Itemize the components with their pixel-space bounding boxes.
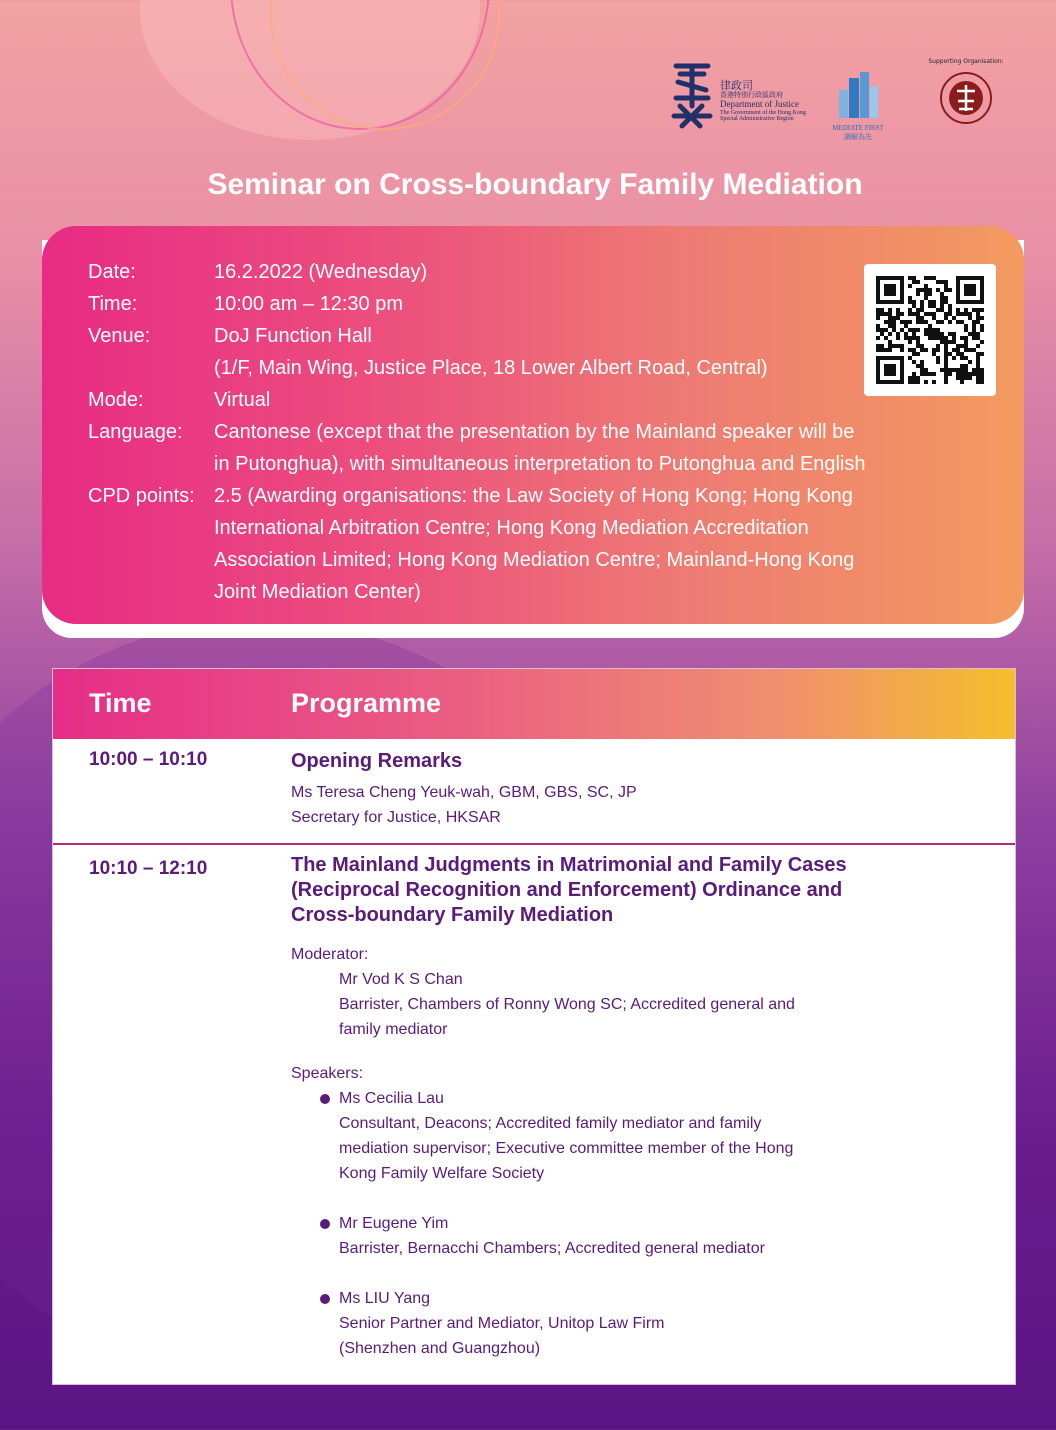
speaker-name: Mr Eugene Yim [291, 1211, 931, 1236]
mode-label: Mode: [88, 389, 144, 411]
speakers-label: Speakers: [291, 1065, 364, 1082]
law-society-seal-icon [939, 71, 993, 125]
speaker-desc: Senior Partner and Mediator, Unitop Law Firm [339, 1315, 665, 1332]
registration-qr-code[interactable] [864, 264, 996, 396]
mode-value: Virtual [214, 389, 271, 411]
mediate-first-skyline-icon [835, 70, 881, 118]
row-divider [53, 843, 1015, 845]
speaker-desc: Consultant, Deacons; Accredited family mediator and family [339, 1115, 762, 1132]
table-header [53, 669, 1015, 739]
row-time: 10:10 – 12:10 [89, 858, 208, 879]
language-label: Language: [88, 421, 183, 443]
speaker-name: Ms LIU Yang [291, 1286, 931, 1311]
info-card [42, 226, 1024, 624]
speaker-desc: Barrister, Bernacchi Chambers; Accredited general mediator [339, 1240, 765, 1257]
venue-value: DoJ Function Hall [214, 325, 372, 347]
mediate-first-logo [828, 70, 888, 146]
time-value: 10:00 am – 12:30 pm [214, 293, 404, 315]
language-value-cont: in Putonghua), with simultaneous interpretation to Putonghua and English [214, 453, 866, 475]
speaker-desc: (Shenzhen and Guangzhou) [339, 1340, 541, 1357]
moderator-desc: Barrister, Chambers of Ronny Wong SC; Accredited general and [339, 996, 795, 1013]
background-blob [140, 0, 480, 140]
row-time: 10:00 – 10:10 [89, 749, 208, 770]
mediate-first-chinese: 調解為先 [844, 133, 872, 141]
programme-title: The Mainland Judgments in Matrimonial and Family Cases [291, 854, 847, 876]
speaker-position: Secretary for Justice, HKSAR [291, 809, 501, 826]
moderator-name: Mr Vod K S Chan [339, 971, 463, 988]
decorative-ring [270, 0, 500, 130]
date-value: 16.2.2022 (Wednesday) [214, 261, 428, 283]
speaker-name: Ms Cecilia Lau [291, 1086, 931, 1111]
doj-chinese-name: 律政司 [720, 80, 753, 92]
doj-subtitle: The Government of the Hong Kong [720, 109, 806, 116]
language-value: Cantonese (except that the presentation by the Mainland speaker will be [214, 421, 855, 443]
doj-seal-icon [670, 60, 714, 132]
venue-address: (1/F, Main Wing, Justice Place, 18 Lower Albert Road, Central) [214, 357, 768, 379]
row-programme [291, 853, 931, 1361]
venue-label: Venue: [88, 325, 151, 347]
programme-table [52, 668, 1016, 1385]
moderator-desc: family mediator [339, 1021, 448, 1038]
programme-title: Opening Remarks [291, 750, 463, 772]
cpd-value: 2.5 (Awarding organisations: the Law Society of Hong Kong; Hong Kong [214, 485, 853, 507]
cpd-value-cont: International Arbitration Centre; Hong Kong Mediation Accreditation [214, 517, 809, 539]
doj-logo [670, 58, 810, 138]
qr-code-icon [876, 276, 984, 384]
decorative-ring [230, 0, 490, 130]
programme-title: Cross-boundary Family Mediation [291, 904, 614, 926]
speaker-name: Ms Teresa Cheng Yeuk-wah, GBM, GBS, SC, JP [291, 784, 637, 801]
logo-bar [670, 58, 1010, 148]
cpd-value-cont: Joint Mediation Center) [214, 581, 421, 603]
date-label: Date: [88, 261, 136, 283]
mediate-first-name: MEDIATE FIRST [832, 124, 884, 132]
law-society-logo [926, 58, 1006, 148]
moderator-label: Moderator: [291, 946, 369, 963]
speaker-desc: Kong Family Welfare Society [339, 1165, 545, 1182]
page-title: Seminar on Cross-boundary Family Mediation [207, 168, 863, 201]
doj-english-name: Department of Justice [720, 98, 799, 109]
speaker-desc: mediation supervisor; Executive committee member of the Hong [339, 1140, 794, 1157]
column-header-programme: Programme [291, 688, 442, 718]
cpd-label: CPD points: [88, 485, 195, 507]
cpd-value-cont: Association Limited; Hong Kong Mediation Centre; Mainland-Hong Kong [214, 549, 855, 571]
doj-chinese-subname: 香港特別行政區政府 [720, 91, 783, 100]
row-programme [291, 749, 931, 830]
column-header-time: Time [89, 688, 152, 718]
programme-title: (Reciprocal Recognition and Enforcement) Ordinance and [291, 879, 843, 901]
supporting-organisation-caption: Supporting Organisation: [928, 58, 1004, 65]
time-label: Time: [88, 293, 138, 315]
doj-subtitle: Special Administrative Region [720, 116, 794, 123]
